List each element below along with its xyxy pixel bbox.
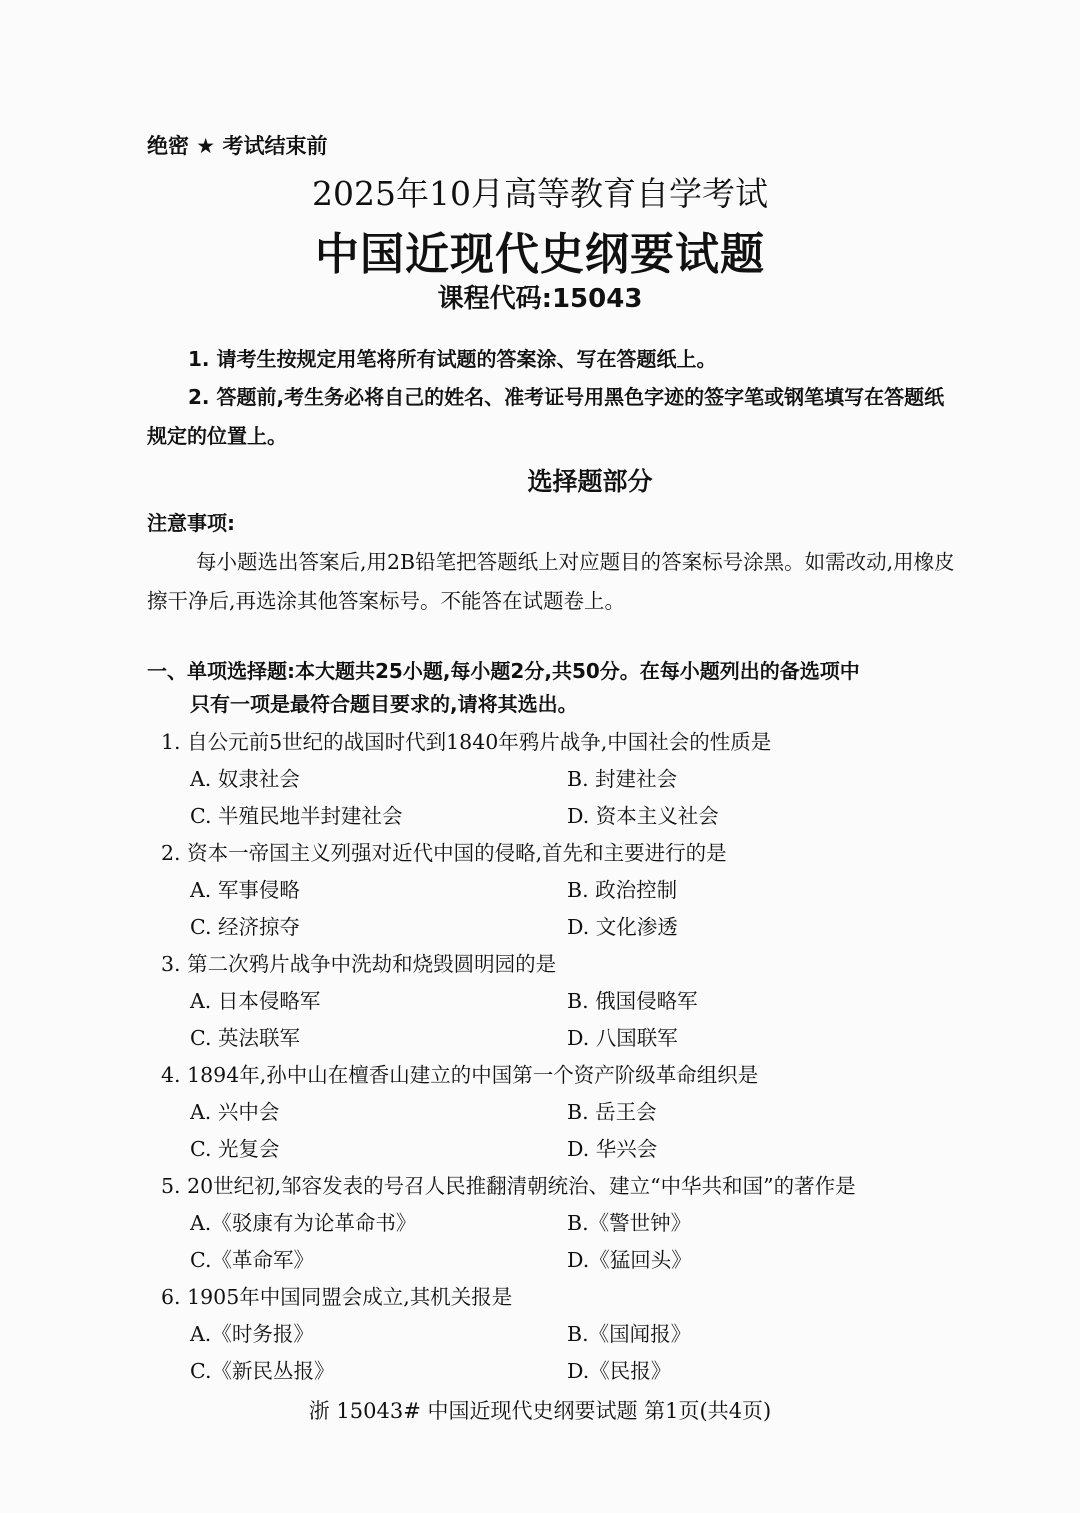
instruction-1: 1. 请考生按规定用笔将所有试题的答案涂、写在答题纸上。 [188, 347, 717, 371]
question-2-option-d: D. 文化渗透 [567, 915, 678, 939]
question-1-option-c: C. 半殖民地半封建社会 [190, 804, 403, 828]
question-4-option-a: A. 兴中会 [190, 1100, 280, 1124]
question-4-stem: 4. 1894年,孙中山在檀香山建立的中国第一个资产阶级革命组织是 [161, 1063, 759, 1087]
question-5-option-d: D.《猛回头》 [567, 1248, 692, 1272]
question-5-option-a: A.《驳康有为论革命书》 [190, 1211, 417, 1235]
instruction-2-cont: 规定的位置上。 [147, 424, 287, 448]
course-code: 课程代码:15043 [437, 284, 643, 314]
question-4-option-c: C. 光复会 [190, 1137, 280, 1161]
question-3-option-c: C. 英法联军 [190, 1026, 300, 1050]
question-6-option-b: B.《国闻报》 [567, 1322, 692, 1346]
notes-line-2: 擦干净后,再选涂其他答案标号。不能答在试题卷上。 [147, 589, 626, 613]
section-title: 选择题部分 [527, 467, 653, 496]
question-2-option-c: C. 经济掠夺 [190, 915, 300, 939]
secret-mark: 绝密 ★ 考试结束前 [147, 134, 328, 158]
question-5-option-b: B.《警世钟》 [567, 1211, 692, 1235]
page-footer: 浙 15043# 中国近现代史纲要试题 第1页(共4页) [308, 1399, 772, 1423]
question-1-option-a: A. 奴隶社会 [190, 767, 300, 791]
question-4-option-b: B. 岳王会 [567, 1100, 657, 1124]
question-4-option-d: D. 华兴会 [567, 1137, 658, 1161]
subject-title: 中国近现代史纲要试题 [315, 229, 765, 280]
question-2-option-a: A. 军事侵略 [190, 878, 300, 902]
exam-title: 2025年10月高等教育自学考试 [312, 174, 768, 213]
question-2-option-b: B. 政治控制 [567, 878, 678, 902]
part1-heading-1: 一、单项选择题:本大题共25小题,每小题2分,共50分。在每小题列出的备选项中 [147, 659, 860, 683]
question-5-option-c: C.《革命军》 [190, 1248, 314, 1272]
notes-label: 注意事项: [147, 511, 235, 535]
question-6-option-a: A.《时务报》 [190, 1322, 314, 1346]
question-1-option-b: B. 封建社会 [567, 767, 678, 791]
question-1-option-d: D. 资本主义社会 [567, 804, 719, 828]
question-3-stem: 3. 第二次鸦片战争中洗劫和烧毁圆明园的是 [161, 952, 557, 976]
question-6-stem: 6. 1905年中国同盟会成立,其机关报是 [161, 1285, 513, 1309]
question-2-stem: 2. 资本一帝国主义列强对近代中国的侵略,首先和主要进行的是 [161, 841, 727, 865]
part1-heading-2: 只有一项是最符合题目要求的,请将其选出。 [190, 692, 578, 716]
instruction-2: 2. 答题前,考生务必将自己的姓名、准考证号用黑色字迹的签字笔或钢笔填写在答题纸 [188, 385, 945, 409]
question-6-option-c: C.《新民丛报》 [190, 1359, 335, 1383]
question-6-option-d: D.《民报》 [567, 1359, 672, 1383]
notes-line-1: 每小题选出答案后,用2B铅笔把答题纸上对应题目的答案标号涂黑。如需改动,用橡皮 [196, 550, 955, 574]
question-5-stem: 5. 20世纪初,邹容发表的号召人民推翻清朝统治、建立“中华共和国”的著作是 [161, 1174, 856, 1198]
question-1-stem: 1. 自公元前5世纪的战国时代到1840年鸦片战争,中国社会的性质是 [161, 730, 772, 754]
question-3-option-d: D. 八国联军 [567, 1026, 678, 1050]
question-3-option-a: A. 日本侵略军 [190, 989, 321, 1013]
question-3-option-b: B. 俄国侵略军 [567, 989, 698, 1013]
